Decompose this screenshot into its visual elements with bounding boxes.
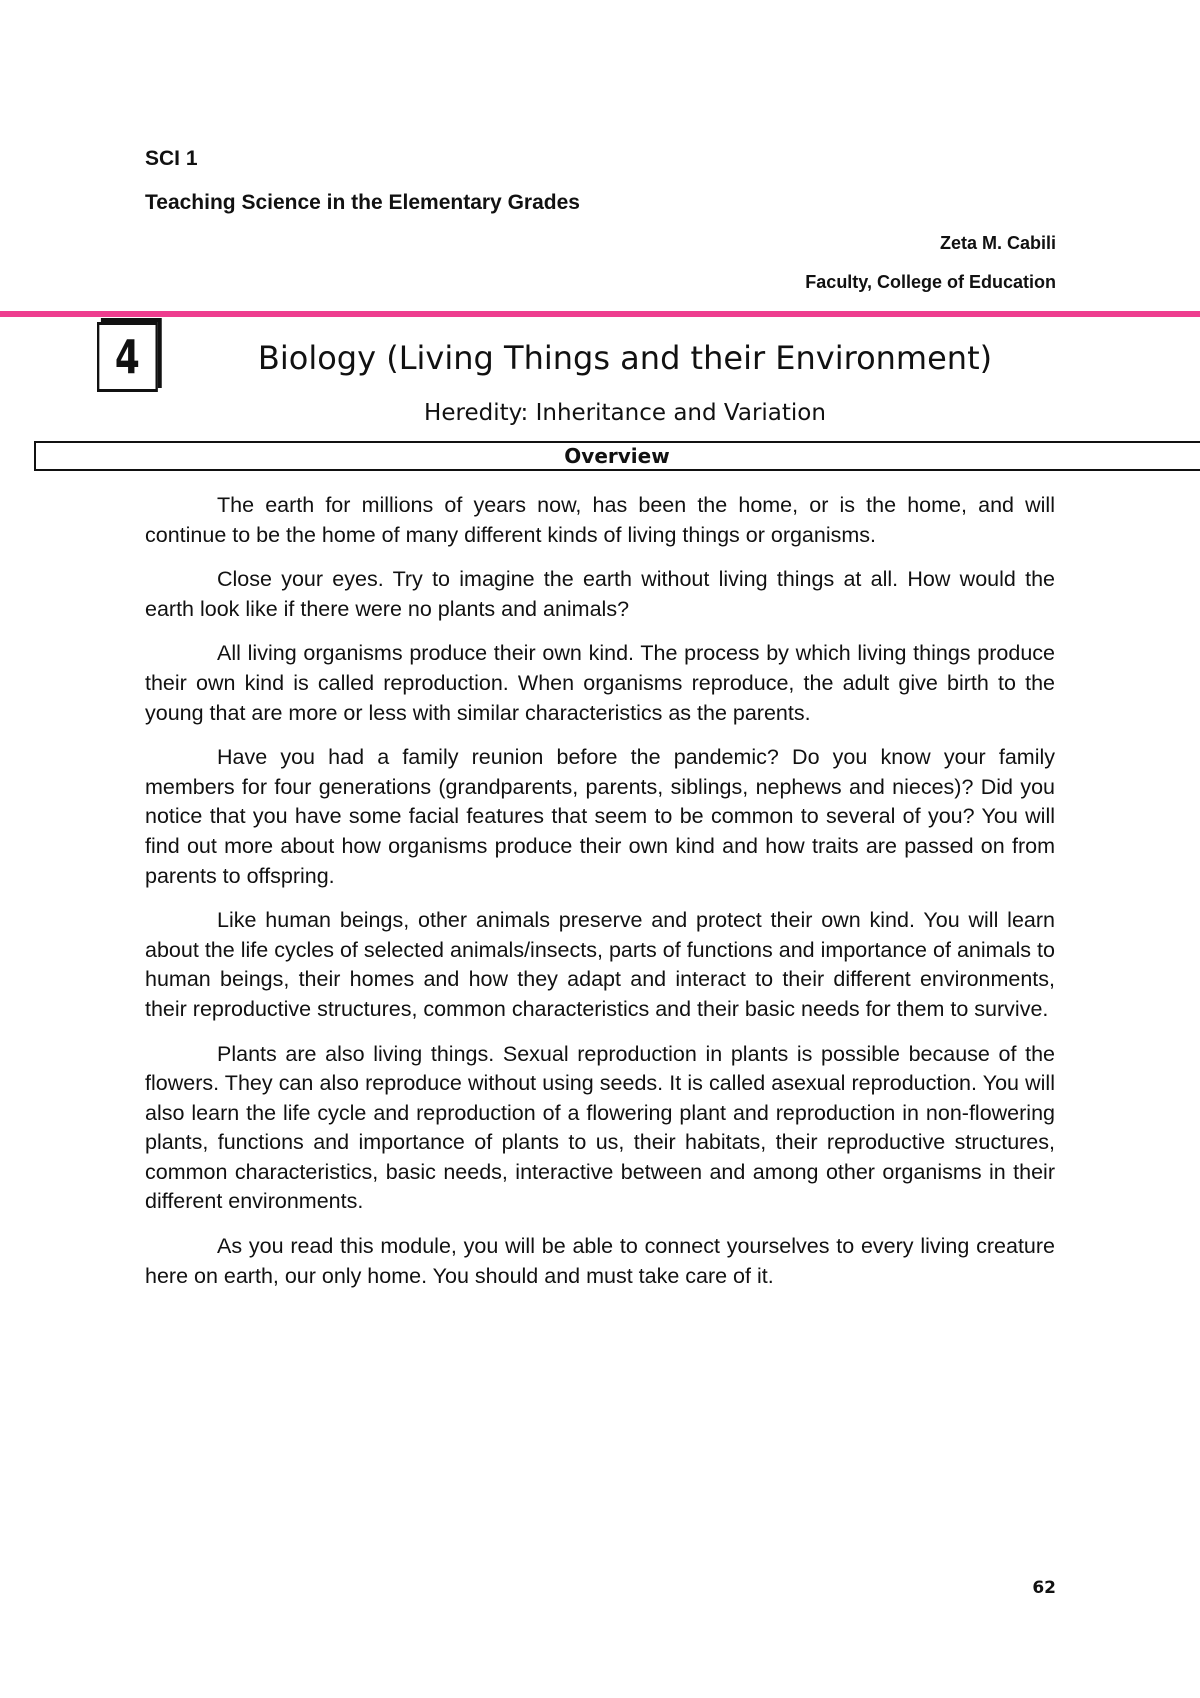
course-title: Teaching Science in the Elementary Grades [145,191,580,214]
chapter-number-box: 4 [97,322,158,392]
paragraph: Have you had a family reunion before the pandemic? Do you know your family members for four generations (grandparents, parents, siblings, nephews and nieces)? Did you notice that you have some facial features that seem to be common to several of you? You will find out more about how organisms produce their own kind and how traits are passed on from parents to offspring. [145,745,1055,888]
course-code: SCI 1 [145,147,198,170]
paragraph: Close your eyes. Try to imagine the earth without living things at all. How would the earth look like if there were no plants and animals? [145,567,1055,621]
header-divider [0,311,1200,317]
paragraph: Plants are also living things. Sexual reproduction in plants is possible because of the flowers. They can also reproduce without using seeds. It is called asexual reproduction. You will also learn the life cycle and reproduction of a flowering plant and reproduction in non-flowering plants, functions and importance of plants to us, their habitats, their reproductive structures, common characteristics, basic needs, interactive between and among other organisms in their different environments. [145,1041,1055,1214]
paragraph: As you read this module, you will be able to connect yourselves to every living creature here on earth, our only home. You should and must take care of it. [145,1234,1055,1288]
author-name: Zeta M. Cabili [939,233,1056,253]
page-number: 62 [1032,1578,1056,1598]
paragraph: The earth for millions of years now, has been the home, or is the home, and will continue to be the home of many different kinds of living things or organisms. [145,493,1055,547]
body-text [145,491,1055,1306]
chapter-subtitle: Heredity: Inheritance and Variation [424,400,826,426]
section-heading-bar [34,441,1200,471]
author-role: Faculty, College of Education [805,272,1056,292]
paragraph: Like human beings, other animals preserve and protect their own kind. You will learn about the life cycles of selected animals/insects, parts of functions and importance of animals to human beings, their homes and how they adapt and interact to their different environments, their reproductive structures, common characteristics and their basic needs for them to survive. [145,908,1055,1021]
section-heading: Overview [564,444,670,468]
chapter-title: Biology (Living Things and their Environment) [257,339,993,377]
paragraph: All living organisms produce their own kind. The process by which living things produce their own kind is called reproduction. When organisms reproduce, the adult give birth to the young that are more or less with similar characteristics as the parents. [145,641,1055,725]
